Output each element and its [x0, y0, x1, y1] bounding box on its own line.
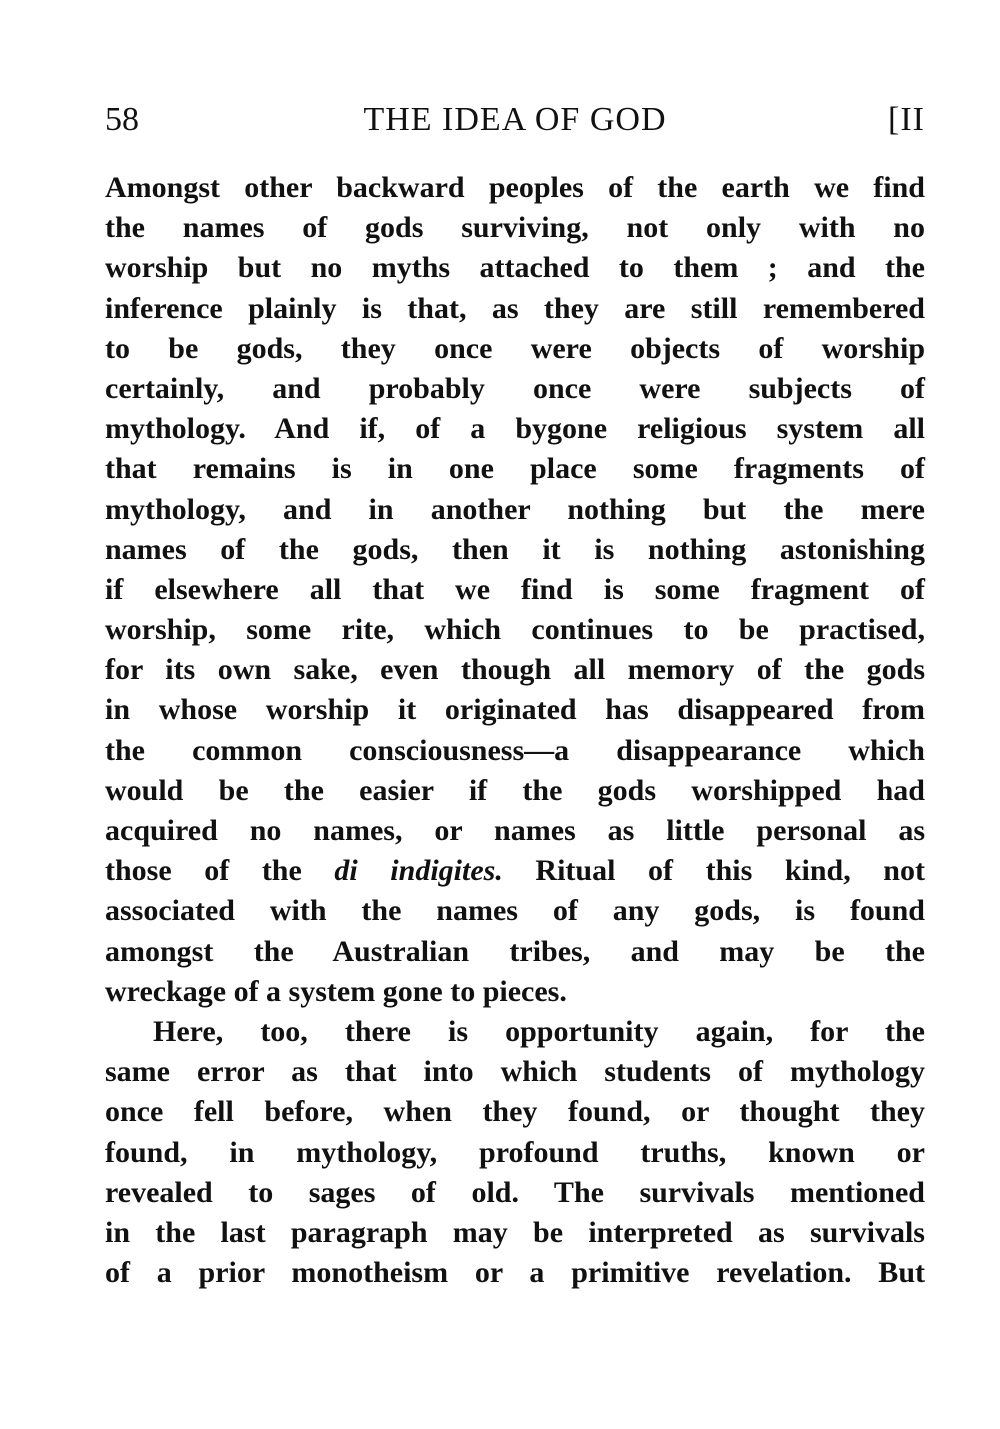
- text-line: names of the gods, then it is nothing astonishing: [105, 532, 925, 566]
- text-line: found, in mythology, profound truths, known or: [105, 1135, 925, 1169]
- chapter-mark: [II: [888, 101, 925, 138]
- text-line: if elsewhere all that we find is some fragment of: [105, 572, 925, 606]
- text-line: for its own sake, even though all memory of the gods: [105, 653, 925, 687]
- text-line: to be gods, they once were objects of worship: [105, 331, 925, 365]
- page-number: 58: [105, 101, 139, 138]
- text-line: amongst the Australian tribes, and may be the: [105, 934, 925, 968]
- text-line: Amongst other backward peoples of the earth we find: [105, 171, 925, 204]
- text-line: in the last paragraph may be interpreted as survivals: [105, 1215, 925, 1249]
- text-line: associated with the names of any gods, is found: [105, 894, 925, 928]
- text-line: mythology, and in another nothing but the mere: [105, 492, 925, 526]
- text-line: the common consciousness—a disappearance which: [105, 733, 925, 767]
- text-line: Here, too, there is opportunity again, for the: [153, 1014, 925, 1048]
- running-title: THE IDEA OF GOD: [363, 101, 667, 138]
- line-segment: Ritual of this kind, not: [502, 854, 925, 888]
- text-line: the names of gods surviving, not only with no: [105, 211, 925, 245]
- running-head: [105, 95, 925, 145]
- text-line: of a prior monotheism or a primitive revelation. But: [105, 1256, 925, 1290]
- text-line: acquired no names, or names as little personal as: [105, 814, 925, 847]
- text-line: same error as that into which students of mythology: [105, 1055, 925, 1089]
- text-line: certainly, and probably once were subjects of: [105, 371, 925, 405]
- text-line: mythology. And if, of a bygone religious system all: [105, 412, 925, 446]
- italic-term: di indigites.: [334, 854, 503, 888]
- body-text: [105, 168, 925, 1293]
- line-segment: those of the: [105, 854, 335, 888]
- text-line: revealed to sages of old. The survivals mentioned: [105, 1175, 925, 1209]
- text-line: inference plainly is that, as they are still remembered: [105, 291, 925, 325]
- text-line: once fell before, when they found, or thought they: [105, 1095, 925, 1129]
- text-line: wreckage of a system gone to pieces.: [105, 974, 567, 1008]
- text-line: in whose worship it originated has disappeared from: [105, 693, 925, 727]
- text-line: worship, some rite, which continues to be practised,: [105, 613, 925, 647]
- text-line: would be the easier if the gods worshipped had: [105, 773, 925, 807]
- text-line: that remains is in one place some fragments of: [105, 452, 925, 486]
- text-line: worship but no myths attached to them ; and the: [105, 251, 925, 285]
- text-line-with-italic: [105, 851, 925, 891]
